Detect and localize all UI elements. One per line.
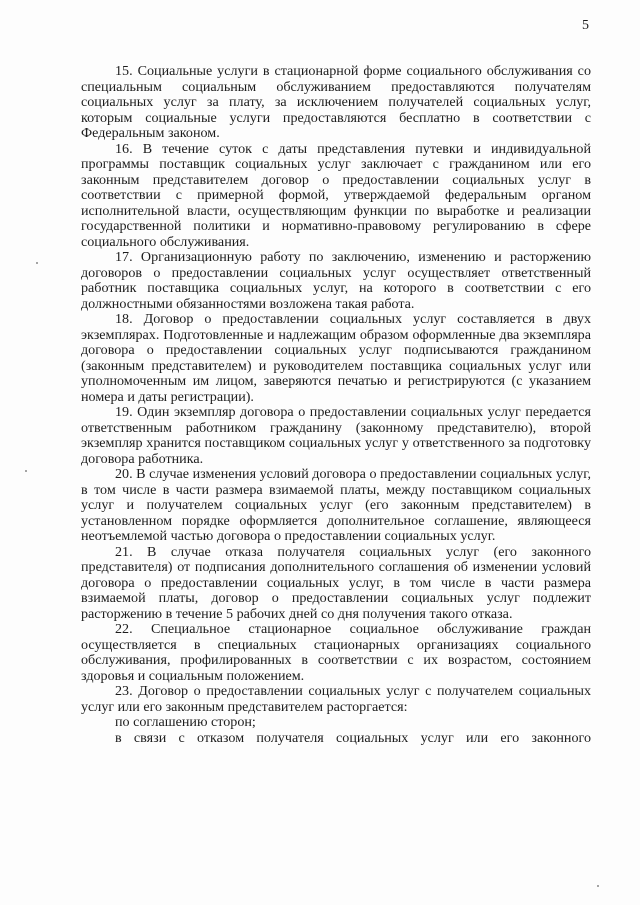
paragraph-18: 18. Договор о предоставлении социальных услуг составляется в двух экземплярах. Подготовленные и надлежащим образом оформленные два экземпляра договора о предоставлении социальных услуг подписываются гражданином (законным представителем) и руководителем поставщика социальных услуг или уполномоченным им лицом, заверяются печатью и регистрируются (с указанием номера и даты регистрации).	[81, 311, 591, 405]
list-item-refusal: в связи с отказом получателя социальных услуг или его законного	[115, 729, 591, 746]
paragraph-23: 23. Договор о предоставлении социальных услуг с получателем социальных услуг или его законным представителем расторгается:	[81, 683, 591, 715]
paragraph-19: 19. Один экземпляр договора о предоставлении социальных услуг передается ответственным работником гражданину (законному представителю), второй экземпляр хранится поставщиком социальных услуг у ответственного за подготовку договора работника.	[81, 404, 591, 467]
paragraph-16: 16. В течение суток с даты представления путевки и индивидуальной программы поставщик социальных услуг заключает с гражданином или его законным представителем договор о предоставлении социальных услуг в соответствии с примерной формой, утверждаемой федеральным органом исполнительной власти, осуществляющим функции по выработке и реализации государственной политики и нормативно-правовому регулированию в сфере социального обслуживания.	[81, 140, 591, 250]
scan-speck	[597, 885, 599, 887]
paragraph-20: 20. В случае изменения условий договора о предоставлении социальных услуг, в том числе в части размера взимаемой платы, между поставщиком социальных услуг и получателем социальных услуг (его законным представителем) в установленном порядке оформляется дополнительное соглашение, являющееся неотъемлемой частью договора о предоставлении социальных услуг.	[81, 466, 591, 544]
paragraph-21: 21. В случае отказа получателя социальных услуг (его законного представителя) от подписания дополнительного соглашения об изменении условий договора о предоставлении социальных услуг, в том числе в части размера взимаемой платы, договор о предоставлении социальных услуг подлежит расторжению в течение 5 рабочих дней со дня получения такого отказа.	[81, 543, 591, 622]
scan-speck	[36, 262, 38, 264]
document-body	[81, 64, 591, 746]
page-number: 5	[582, 18, 589, 33]
paragraph-15: 15. Социальные услуги в стационарной форме социального обслуживания со специальным социальным обслуживанием предоставляются получателям социальных услуг за плату, за исключением получателей социальных услуг, которым социальные услуги предоставляются бесплатно в соответствии с Федеральным законом.	[81, 63, 591, 141]
paragraph-17: 17. Организационную работу по заключению, изменению и расторжению договоров о предоставлении социальных услуг осуществляет ответственный работник поставщика социальных услуг, на которого в соответствии с его должностными обязанностями возложена такая работа.	[81, 249, 591, 312]
scan-speck	[25, 470, 27, 472]
paragraph-22: 22. Специальное стационарное социальное обслуживание граждан осуществляется в специальных стационарных организациях социального обслуживания, профилированных в соответствии с их возрастом, состоянием здоровья и социальным положением.	[81, 621, 591, 684]
list-item-by-agreement: по соглашению сторон;	[115, 714, 256, 730]
